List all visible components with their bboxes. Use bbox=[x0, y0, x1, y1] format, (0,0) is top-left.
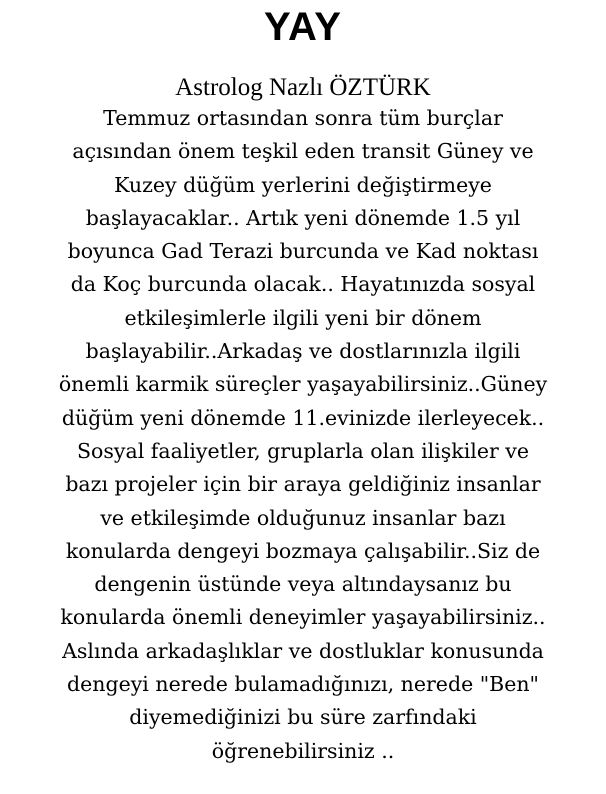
text-line: da Koç burcunda olacak.. Hayatınızda sosyal bbox=[70, 272, 536, 297]
text-line: diyemediğinizi bu süre zarfındaki bbox=[129, 705, 477, 730]
text-line: bazı projeler için bir araya geldiğiniz insanlar bbox=[65, 472, 541, 497]
text-line: ve etkileşimde olduğunuz insanlar bazı bbox=[100, 505, 506, 530]
text-line: Kuzey düğüm yerlerini değiştirmeye bbox=[114, 172, 492, 197]
text-line: etkileşimlerle ilgili yeni bir dönem bbox=[124, 305, 482, 330]
text-line: önemli karmik süreçler yaşayabilirsiniz..Güney bbox=[58, 372, 548, 397]
article-body bbox=[0, 102, 606, 768]
text-line: başlayabilir..Arkadaş ve dostlarınızla ilgili bbox=[85, 339, 521, 364]
text-line: konularda dengeyi bozmaya çalışabilir..Siz de bbox=[65, 538, 541, 563]
text-line: konularda önemli deneyimler yaşayabilirsiniz.. bbox=[60, 605, 546, 630]
text-line: Aslında arkadaşlıklar ve dostluklar konusunda bbox=[62, 638, 544, 663]
text-line: Temmuz ortasından sonra tüm burçlar bbox=[103, 106, 503, 130]
text-line: dengenin üstünde veya altındaysanız bu bbox=[94, 572, 512, 597]
text-line: öğrenebilirsiniz .. bbox=[211, 738, 395, 763]
text-line: başlayacaklar.. Artık yeni dönemde 1.5 yıl bbox=[85, 205, 521, 230]
text-line: açısından önem teşkil eden transit Güney ve bbox=[72, 139, 534, 164]
text-line: dengeyi nerede bulamadığınızı, nerede "Ben" bbox=[67, 672, 539, 697]
text-line: boyunca Gad Terazi burcunda ve Kad noktası bbox=[67, 239, 539, 264]
author-byline: Astrolog Nazlı ÖZTÜRK bbox=[175, 74, 431, 101]
text-line: Sosyal faaliyetler, gruplarla olan ilişkiler ve bbox=[77, 438, 529, 463]
page-title: YAY bbox=[264, 5, 342, 49]
text-line: düğüm yeni dönemde 11.evinizde ilerleyecek.. bbox=[61, 405, 545, 430]
